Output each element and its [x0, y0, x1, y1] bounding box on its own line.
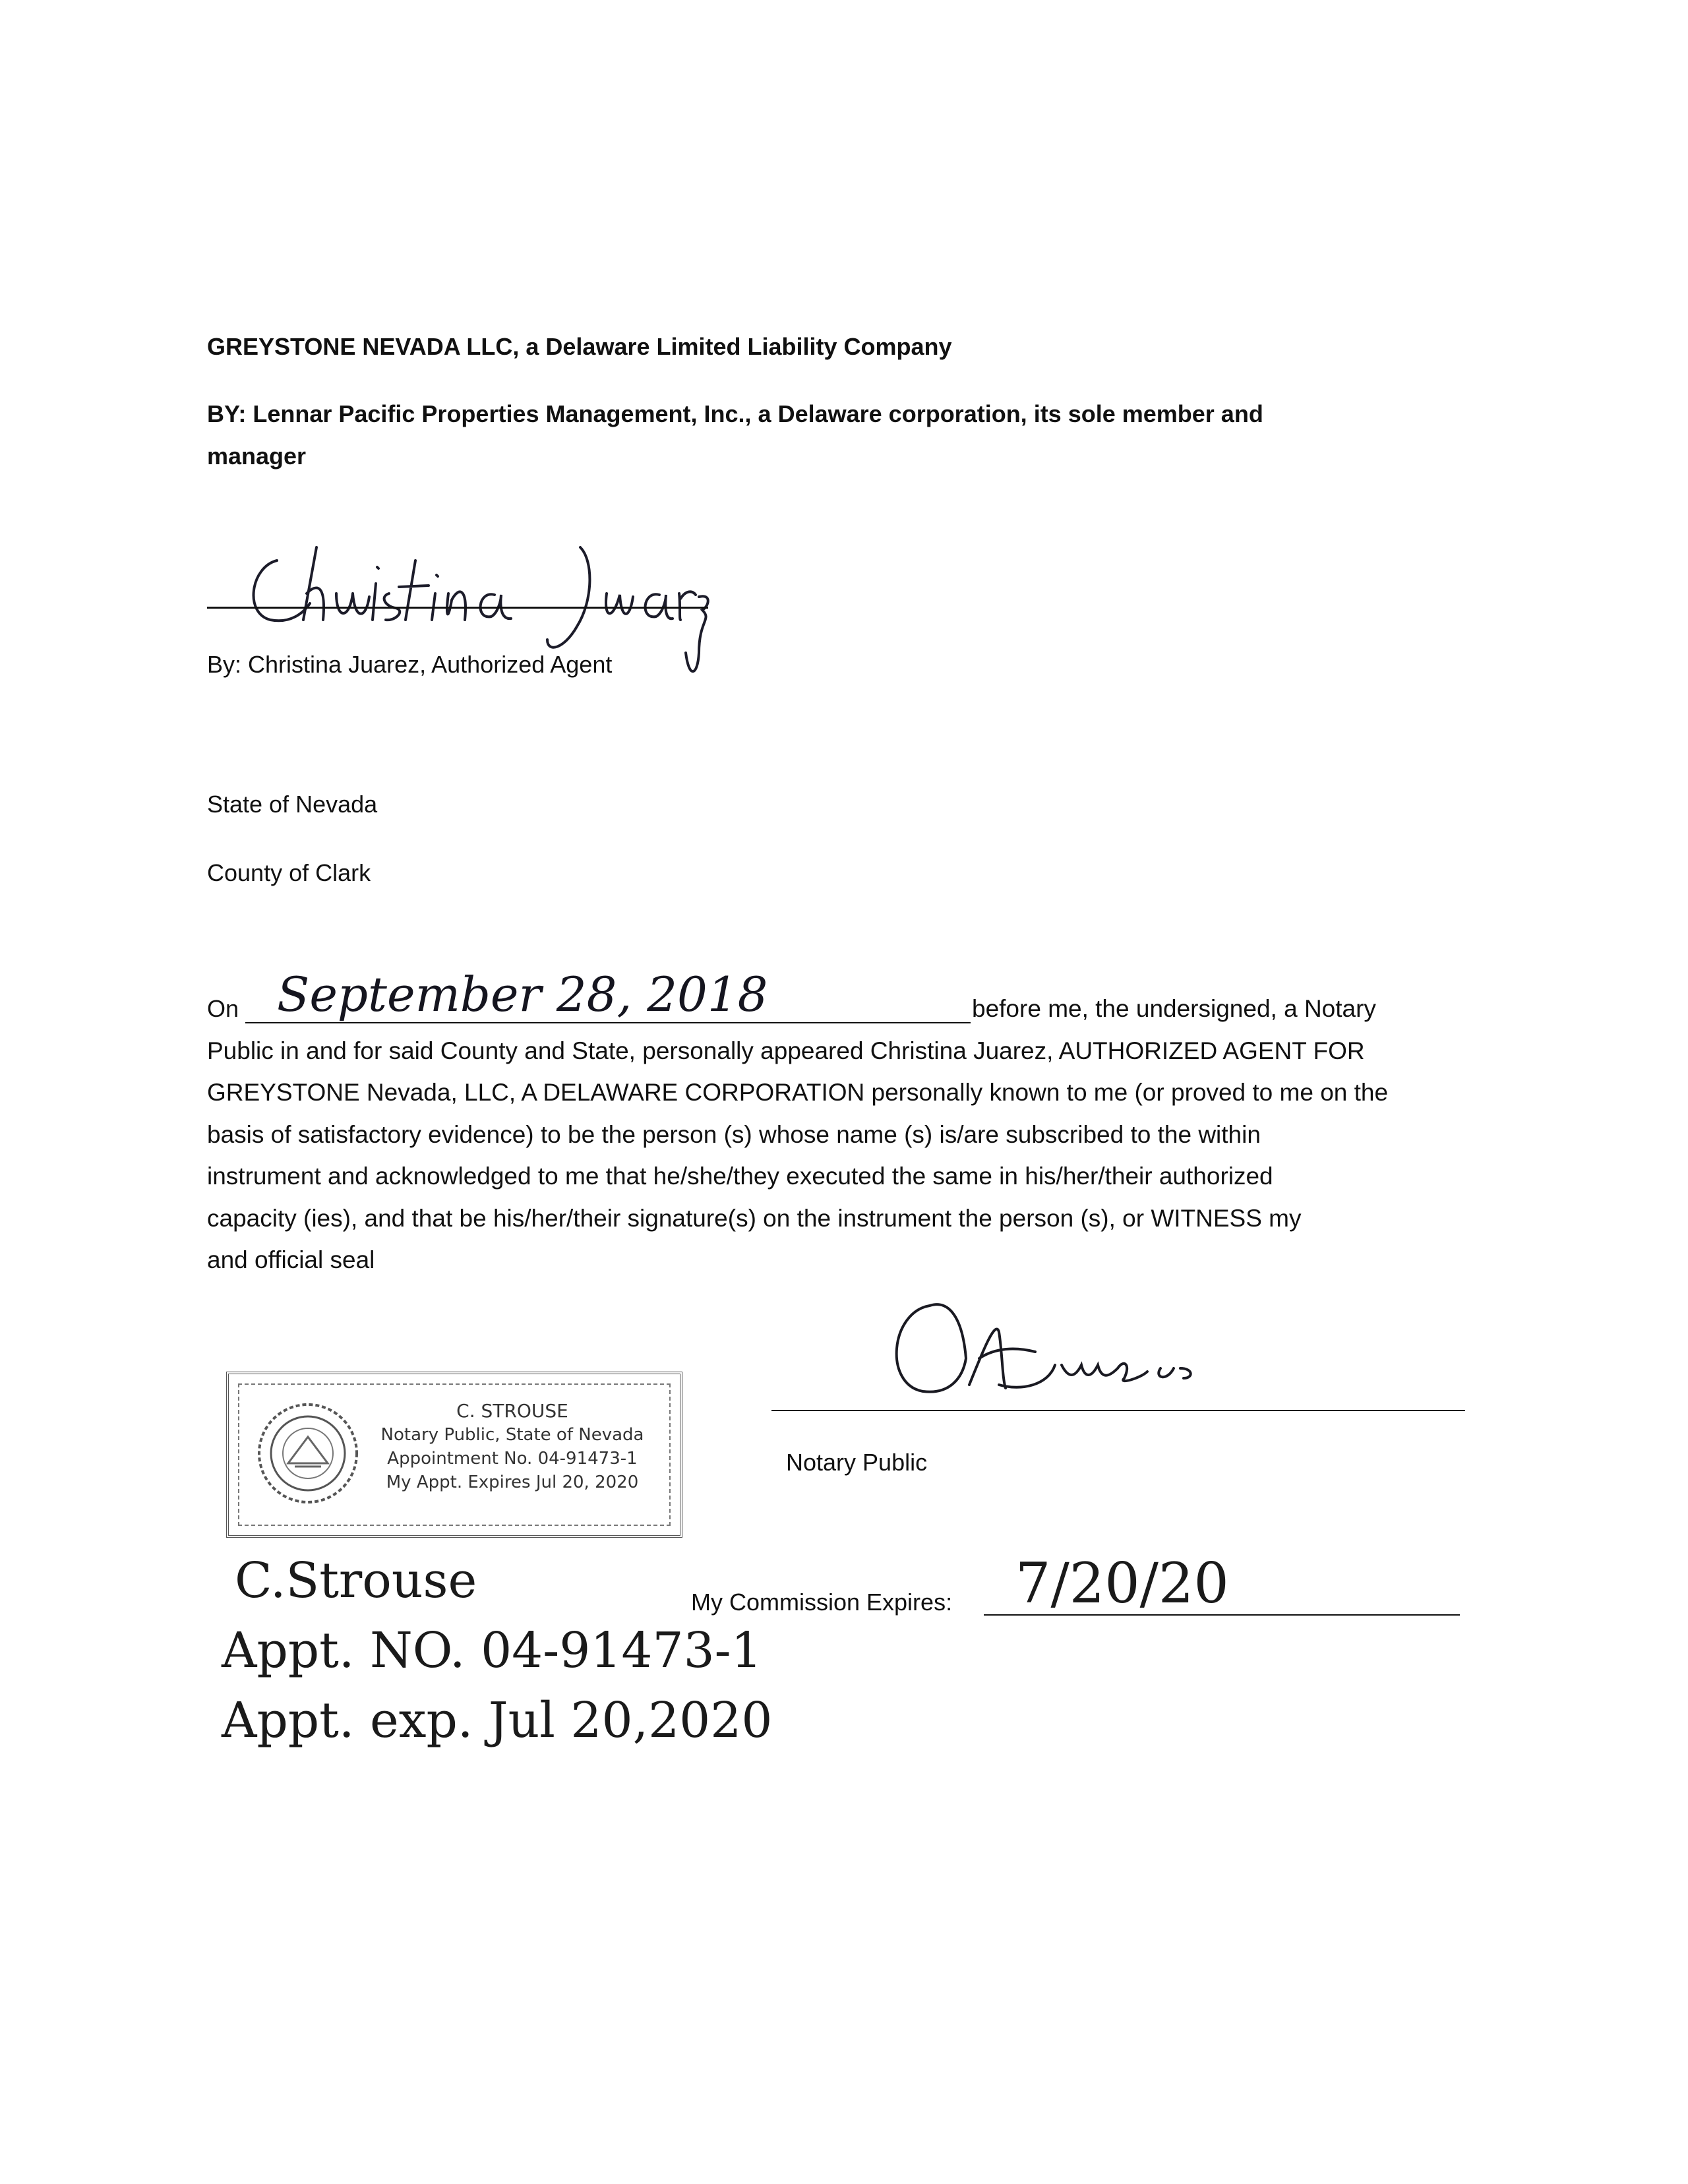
by-line-continued: manager [207, 442, 307, 470]
company-line: GREYSTONE NEVADA LLC, a Delaware Limited Liability Company [207, 333, 952, 360]
notary-signature-line [771, 1410, 1465, 1411]
state-line: State of Nevada [207, 791, 378, 818]
stamp-appointment: Appointment No. 04-91473-1 [387, 1449, 638, 1469]
handwritten-appointment-number: Appt. NO. 04-91473-1 [222, 1622, 762, 1679]
ack-line-7: and official seal [207, 1246, 375, 1273]
stamp-expires: My Appt. Expires Jul 20, 2020 [386, 1472, 639, 1492]
ack-line-6: capacity (ies), and that be his/her/their signature(s) on the instrument the person (s), or WITNESS my [207, 1204, 1302, 1232]
stamp-text [367, 1399, 657, 1494]
commission-expires-label: My Commission Expires: [691, 1589, 953, 1616]
on-label: On [207, 995, 239, 1022]
ack-line-2: Public in and for said County and State, personally appeared Christina Juarez, AUTHORIZED AGENT FOR [207, 1037, 1365, 1064]
signer-caption: By: Christina Juarez, Authorized Agent [207, 651, 613, 678]
by-line: BY: Lennar Pacific Properties Management, Inc., a Delaware corporation, its sole member and [207, 400, 1263, 427]
ack-line-1: before me, the undersigned, a Notary [972, 995, 1376, 1022]
handwritten-appointment-expiry: Appt. exp. Jul 20,2020 [222, 1692, 773, 1749]
county-line: County of Clark [207, 859, 371, 886]
ack-line-5: instrument and acknowledged to me that he/she/they executed the same in his/her/their authorized [207, 1163, 1273, 1190]
handwritten-notary-name: C.Strouse [235, 1552, 477, 1609]
commission-date: 7/20/20 [1015, 1551, 1229, 1616]
state-seal-icon [255, 1401, 361, 1506]
notary-public-label: Notary Public [786, 1449, 928, 1476]
stamp-name: C. STROUSE [456, 1400, 568, 1422]
ack-line-3: GREYSTONE Nevada, LLC, A DELAWARE CORPORATION personally known to me (or proved to me on the [207, 1079, 1389, 1106]
handwritten-date: September 28, 2018 [277, 967, 768, 1022]
stamp-title: Notary Public, State of Nevada [380, 1425, 644, 1445]
signature-line [207, 607, 708, 609]
commission-line [984, 1614, 1460, 1616]
notary-signature [884, 1286, 1266, 1418]
ack-line-4: basis of satisfactory evidence) to be the person (s) whose name (s) is/are subscribed to the within [207, 1120, 1261, 1148]
acknowledgment-text [207, 988, 1499, 1281]
notary-stamp [226, 1372, 682, 1538]
